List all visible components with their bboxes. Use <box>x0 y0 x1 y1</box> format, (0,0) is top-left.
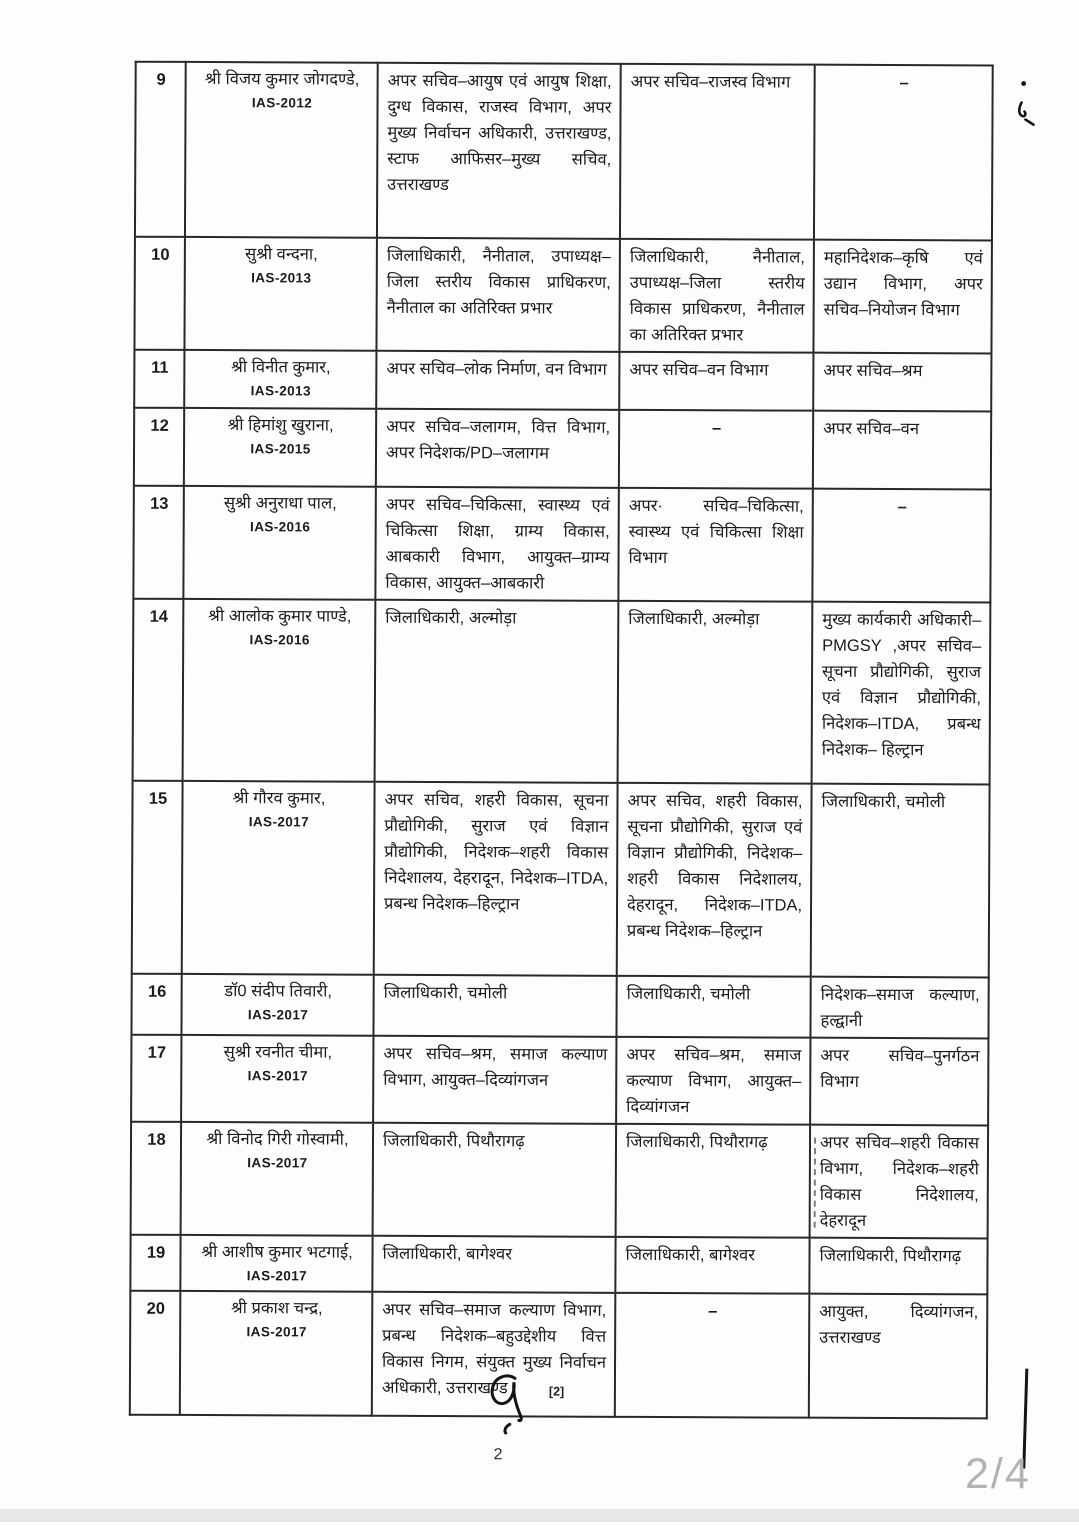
officer-batch: IAS-2017 <box>246 1268 308 1284</box>
cell-new-posting: अपर सचिव–शहरी विकास विभाग, निदेशक–शहरी विकास निदेशालय, देहरादून <box>810 1125 988 1239</box>
officer-name: श्री विनोद गिरी गोस्वामी, <box>206 1130 349 1149</box>
bottom-edge-strip <box>0 1509 1079 1522</box>
cell-present-posting: अपर सचिव–चिकित्सा, स्वास्थ्य एवं चिकित्सा शिक्षा, ग्राम्य विकास, आबकारी विभाग, आयुक्त–ग्राम्य विकास, आयुक्त–आबकारी <box>375 487 618 601</box>
officer-batch: IAS-2013 <box>250 383 311 399</box>
table-row <box>134 237 991 354</box>
cell-new-posting: आयुक्त, दिव्यांगजन, उत्तराखण्ड <box>809 1294 988 1419</box>
transfer-table <box>129 61 994 1420</box>
cell-new-posting: – <box>814 65 993 241</box>
cell-retained-posting: जिलाधिकारी, बागेश्वर <box>615 1237 809 1294</box>
viewer-page-indicator: 2/4 <box>965 1450 1031 1498</box>
cell-retained-posting: जिलाधिकारी, अल्मोड़ा <box>618 601 813 784</box>
handwritten-signature-icon <box>488 1372 538 1434</box>
officer-name: श्री विनीत कुमार, <box>231 358 331 377</box>
cell-new-posting: जिलाधिकारी, पिथौरागढ़ <box>809 1238 987 1295</box>
table-row <box>131 1035 988 1126</box>
officer-name: सुश्री वन्दना, <box>244 245 318 264</box>
cell-present-posting: जिलाधिकारी, अल्मोड़ा <box>375 600 619 783</box>
cell-serial: 18 <box>131 1122 181 1235</box>
cell-officer-name <box>184 350 376 409</box>
cell-retained-posting: अपर सचिव–वन विभाग <box>619 352 813 411</box>
table-row <box>134 350 991 412</box>
cell-retained-posting: जिलाधिकारी, पिथौरागढ़ <box>616 1124 810 1238</box>
officer-name: श्री गौरव कुमार, <box>232 789 326 808</box>
cell-retained-posting: जिलाधिकारी, नैनीताल, उपाध्यक्ष–जिला स्तरीय विकास प्राधिकरण, नैनीताल का अतिरिक्त प्रभार <box>619 239 813 353</box>
cell-retained-posting: अपर सचिव, शहरी विकास, सूचना प्रौद्योगिकी, सुराज एवं विज्ञान प्रौद्योगिकी, निदेशक–शहरी विकास निदेशालय, देहरादून, निदेशक–ITDA, प्रबन्ध निदेशक–हिल्ट्रान <box>617 783 812 977</box>
cell-officer-name <box>180 1235 372 1292</box>
cell-serial: 11 <box>134 350 184 408</box>
cell-retained-posting: अपर सचिव–राजस्व विभाग <box>620 64 815 240</box>
officer-name: श्री विजय कुमार जोगदण्डे, <box>204 70 360 89</box>
cell-new-posting: अपर सचिव–पुनर्गठन विभाग <box>810 1038 988 1126</box>
cell-present-posting: अपर सचिव–श्रम, समाज कल्याण विभाग, आयुक्त–दिव्यांगजन <box>373 1036 616 1124</box>
cell-serial: 14 <box>133 599 184 781</box>
officer-batch: IAS-2013 <box>251 270 312 286</box>
cell-new-posting: जिलाधिकारी, चमोली <box>811 784 990 978</box>
officer-batch: IAS-2017 <box>247 1155 308 1171</box>
cell-retained-posting: अपर सचिव–श्रम, समाज कल्याण विभाग, आयुक्त–दिव्यांगजन <box>616 1037 810 1125</box>
footnote-ref: [2] <box>548 1384 565 1399</box>
cell-serial: 10 <box>134 237 184 350</box>
cell-new-posting: अपर सचिव–श्रम <box>813 353 991 412</box>
officer-table-body <box>130 62 993 1419</box>
officer-batch: IAS-2017 <box>247 1068 308 1084</box>
table-row <box>135 62 993 241</box>
cell-officer-name <box>185 62 378 238</box>
cell-present-posting: अपर सचिव–लोक निर्माण, वन विभाग <box>376 351 619 410</box>
cell-present-posting: अपर सचिव–जलागम, वित्त विभाग, अपर निदेशक/PD–जलागम <box>376 409 619 488</box>
scan-dash-artifact <box>814 1138 816 1228</box>
cell-officer-name <box>181 974 373 1036</box>
cell-retained-posting: – <box>615 1293 810 1418</box>
cell-officer-name <box>180 1291 373 1416</box>
table-row <box>133 599 991 785</box>
cell-present-posting: जिलाधिकारी, नैनीताल, उपाध्यक्ष–जिला स्तरीय विकास प्राधिकरण, नैनीताल का अतिरिक्त प्रभार <box>376 238 619 352</box>
officer-batch: IAS-2017 <box>248 814 310 830</box>
cell-serial: 17 <box>131 1035 181 1122</box>
cell-officer-name <box>182 781 375 975</box>
officer-batch: IAS-2012 <box>251 95 313 111</box>
cell-officer-name <box>181 1122 373 1236</box>
officer-name: श्री आशीष कुमार भटगाई, <box>201 1243 353 1262</box>
cell-retained-posting: जिलाधिकारी, चमोली <box>616 976 810 1038</box>
cell-officer-name <box>183 486 375 600</box>
table-row <box>130 1291 988 1419</box>
cell-new-posting: मुख्य कार्यकारी अधिकारी–PMGSY ,अपर सचिव–सूचना प्रौद्योगिकी, सुराज एवं विज्ञान प्रौद्योगिकी, निदेशक–ITDA, प्रबन्ध निदेशक– हिल्ट्रान <box>812 602 991 785</box>
transfer-table-wrap <box>129 61 992 1420</box>
table-row <box>134 408 991 490</box>
cell-retained-posting: अपर· सचिव–चिकित्सा, स्वास्थ्य एवं चिकित्सा शिक्षा विभाग <box>618 488 812 602</box>
cell-serial: 15 <box>132 781 183 974</box>
stray-ink-mark-icon <box>1007 79 1043 141</box>
cell-present-posting: जिलाधिकारी, पिथौरागढ़ <box>373 1123 616 1237</box>
table-row <box>132 781 990 978</box>
cell-present-posting: अपर सचिव–आयुष एवं आयुष शिक्षा, दुग्ध विकास, राजस्व विभाग, अपर मुख्य निर्वाचन अधिकारी, उत्तराखण्ड, स्टाफ आफिसर–मुख्य सचिव, उत्तराखण्ड <box>377 63 621 239</box>
cell-serial: 16 <box>131 974 181 1035</box>
cell-officer-name <box>183 599 376 782</box>
table-row <box>130 1235 987 1295</box>
cell-serial: 12 <box>134 408 184 486</box>
cell-present-posting: जिलाधिकारी, बागेश्वर <box>372 1236 615 1293</box>
officer-batch: IAS-2015 <box>250 441 311 457</box>
officer-name: श्री आलोक कुमार पाण्डे, <box>208 607 352 626</box>
cell-present-posting: अपर सचिव–समाज कल्याण विभाग, प्रबन्ध निदेशक–बहुउद्देशीय वित्त विकास निगम, संयुक्त मुख्य निर्वाचन अधिकारी, उत्तराखण्ड <box>372 1292 616 1417</box>
cell-officer-name <box>181 1035 373 1123</box>
cell-present-posting: अपर सचिव, शहरी विकास, सूचना प्रौद्योगिकी, सुराज एवं विज्ञान प्रौद्योगिकी, निदेशक–शहरी विकास निदेशालय, देहरादून, निदेशक–ITDA, प्रबन्ध निदेशक–हिल्ट्रान <box>374 782 618 976</box>
cell-serial: 9 <box>135 62 186 237</box>
cell-new-posting: महानिदेशक–कृषि एवं उद्यान विभाग, अपर सचिव–नियोजन विभाग <box>813 240 991 354</box>
table-row <box>131 1122 988 1239</box>
officer-batch: IAS-2017 <box>247 1007 309 1023</box>
officer-name: सुश्री रवनीत चीमा, <box>223 1043 333 1062</box>
officer-name: सुश्री अनुराधा पाल, <box>223 494 337 513</box>
officer-batch: IAS-2017 <box>246 1324 307 1340</box>
officer-name: डॉ0 संदीप तिवारी, <box>224 982 333 1001</box>
cell-serial: 13 <box>133 486 183 599</box>
cell-retained-posting: – <box>619 410 813 489</box>
officer-name: श्री हिमांशु खुराना, <box>227 416 334 435</box>
officer-batch: IAS-2016 <box>249 632 310 648</box>
officer-batch: IAS-2016 <box>250 519 311 535</box>
cell-officer-name <box>184 408 376 487</box>
page-number: 2 <box>493 1446 503 1464</box>
table-row <box>133 486 990 603</box>
cell-new-posting: अपर सचिव–वन <box>813 411 991 490</box>
cell-present-posting: जिलाधिकारी, चमोली <box>373 975 616 1037</box>
cell-new-posting: निदेशक–समाज कल्याण, हल्द्वानी <box>810 977 988 1039</box>
cell-serial: 19 <box>130 1235 180 1291</box>
cell-officer-name <box>184 237 376 351</box>
officer-name: श्री प्रकाश चन्द्र, <box>230 1299 323 1318</box>
cell-serial: 20 <box>130 1291 181 1415</box>
cell-new-posting: – <box>812 489 990 603</box>
table-row <box>131 974 988 1039</box>
